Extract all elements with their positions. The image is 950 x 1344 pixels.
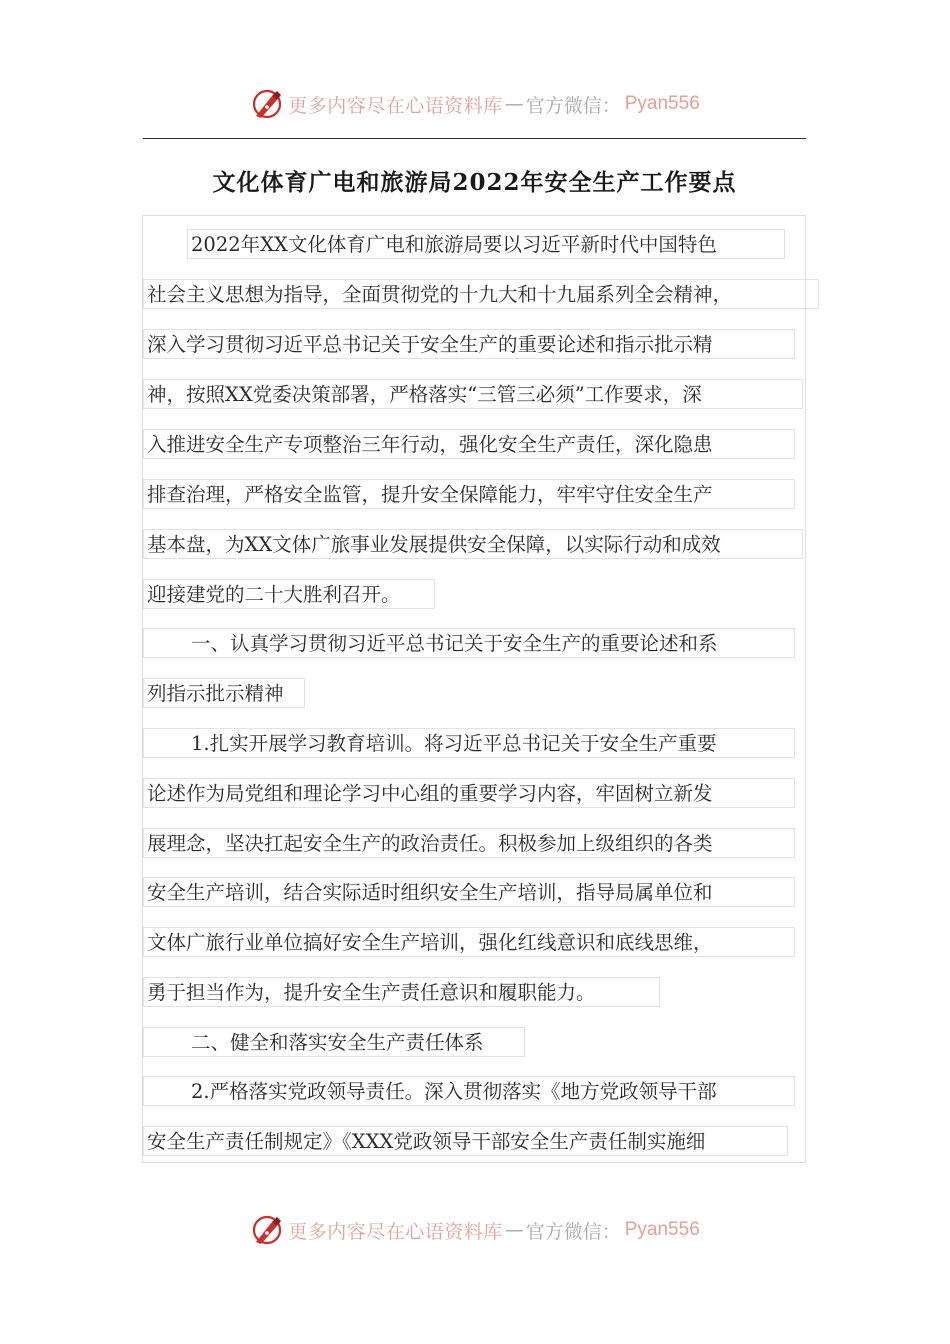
footer-watermark-banner [0,1208,950,1252]
text-line: 一、认真学习贯彻习近平总书记关于安全生产的重要论述和系 [143,628,795,658]
banner-label: 官方微信： [525,1220,621,1243]
banner-label: 官方微信： [525,94,621,117]
header-rule [143,138,806,139]
text-line: 2022年XX文化体育广电和旅游局要以习近平新时代中国特色 [187,229,785,259]
pen-nib-logo-icon [250,87,284,121]
text-line: 二、健全和落实安全生产责任体系 [143,1027,525,1057]
header-watermark-banner [0,82,950,126]
text-line: 1.扎实开展学习教育培训。将习近平总书记关于安全生产重要 [143,728,795,758]
text-line: 列指示批示精神 [143,678,305,708]
text-line: 安全生产培训，结合实际适时组织安全生产培训，指导局属单位和 [143,877,795,907]
document-title: 文化体育广电和旅游局2022年安全生产工作要点 [212,169,737,196]
text-line: 论述作为局党组和理论学习中心组的重要学习内容，牢固树立新发 [143,778,795,808]
text-line: 入推进安全生产专项整治三年行动，强化安全生产责任，深化隐患 [143,429,795,459]
text-line: 神，按照XX党委决策部署，严格落实“三管三必须”工作要求，深 [143,379,803,409]
text-line: 展理念，坚决扛起安全生产的政治责任。积极参加上级组织的各类 [143,828,795,858]
banner-text: 更多内容尽在心语资料库 [288,94,503,117]
pen-nib-logo-icon [250,1213,284,1247]
text-line: 安全生产责任制规定》《XXX党政领导干部安全生产责任制实施细 [143,1126,788,1156]
banner-separator: — [504,93,524,115]
text-line: 基本盘，为XX文体广旅事业发展提供安全保障，以实际行动和成效 [143,529,803,559]
text-line: 迎接建党的二十大胜利召开。 [143,579,435,609]
banner-wechat-id: Pyan556 [624,93,700,114]
text-line: 勇于担当作为，提升安全生产责任意识和履职能力。 [143,977,660,1007]
banner-separator: — [504,1219,524,1241]
text-line: 深入学习贯彻习近平总书记关于安全生产的重要论述和指示批示精 [143,329,795,359]
text-line: 排查治理，严格安全监管，提升安全保障能力，牢牢守住安全生产 [143,479,795,509]
text-line: 社会主义思想为指导，全面贯彻党的十九大和十九届系列全会精神， [143,279,819,309]
banner-wechat-id: Pyan556 [624,1219,700,1240]
text-line: 2.严格落实党政领导责任。深入贯彻落实《地方党政领导干部 [143,1076,795,1106]
banner-text: 更多内容尽在心语资料库 [288,1220,503,1243]
text-line: 文体广旅行业单位搞好安全生产培训，强化红线意识和底线思维， [143,927,795,957]
